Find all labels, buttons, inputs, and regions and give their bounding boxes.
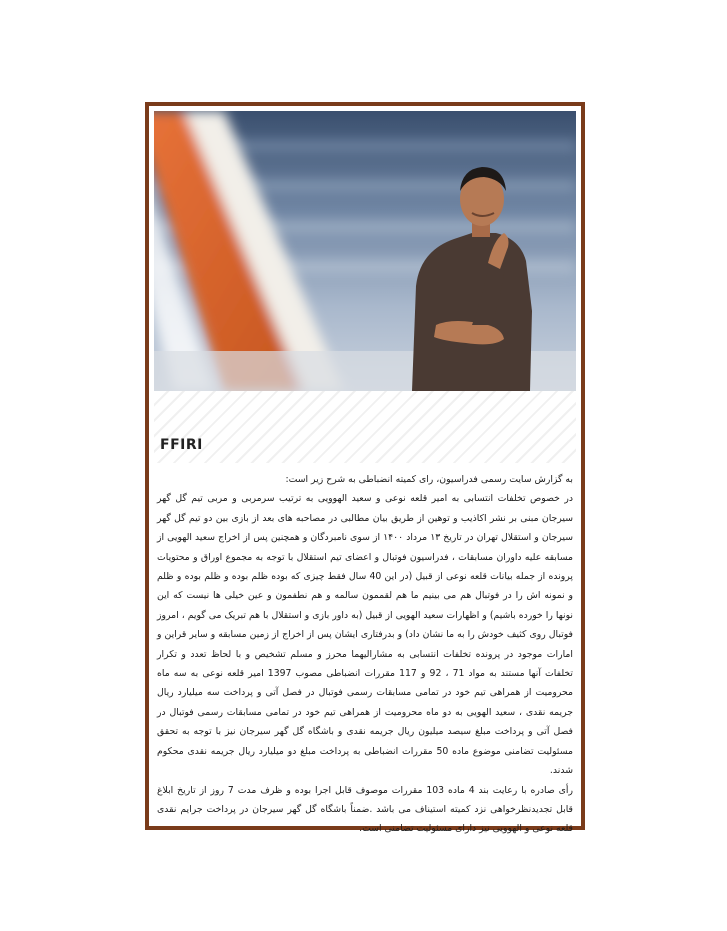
photo-illustration [154, 111, 576, 391]
article-body [157, 470, 573, 839]
article-paragraph-main: در خصوص تخلفات انتسابی به امیر قلعه نوعی و سعید الهوویی به ترتیب سرمربی و مربی تیم گل گهر سیرجان مبنی بر نشر اکاذیب و توهین از طریق بیان مطالبی در مصاحبه های بعد از بازی بین دو تیم گل گهر سیرجان و استقلال تهران در تاریخ ۱۳ مرداد ۱۴۰۰ از سوی نامبردگان و همچنین پس از اخراج سعید الهویی از مسابقه علیه داوران مسابقات ، فدراسیون فوتبال و اعضای تیم استقلال با توجه به مجموع اوراق و محتویات پرونده از جمله بیانات قلعه نوعی از قبیل (در این 40 سال فقط چیزی که بوده ظلم بوده و ظلم بوده و ظلم و نمونه اش را در فوتبال هم می بینیم ما هم لقممون سالمه و هم نطفمون و عین خیلی ها نیست که این نونها را خورده باشیم) و اظهارات سعید الهویی از قبیل (به داور بازی و استقلال با هم تبریک می گویم ، امروز فوتبال روی کثیف خودش را به ما نشان داد) و بدرفتاری ایشان پس از اخراج از زمین مسابقه و سایر قراین و امارات موجود در پرونده تخلفات انتسابی به مشارالیهما محرز و مسلم تشخیص و با لحاظ تعدد و تکرار تخلفات آنها مستند به مواد 71 ، 92 و 117 مقررات انضباطی مصوب 1397 امیر قلعه نوعی به سه ماه محرومیت از همراهی تیم خود در تمامی مسابقات رسمی فوتبال در فصل آتی و پرداخت سه میلیارد ریال جریمه نقدی ، سعید الهویی به دو ماه محرومیت از همراهی تیم خود در تمامی مسابقات رسمی فوتبال در فصل آتی و پرداخت مبلغ سیصد میلیون ریال جریمه نقدی و باشگاه گل گهر سیرجان نیز با توجه به تحقق مسئولیت تضامنی موضوع ماده 50 مقررات انضباطی به پرداخت مبلغ دو میلیارد ریال جریمه نقدی محکوم شدند. [157, 493, 574, 777]
article-paragraph-closing: رأی صادره با رعایت بند 4 ماده 103 مقررات موصوف قابل اجرا بوده و ظرف مدت 7 روز از تاریخ ابلاغ قابل تجدیدنظرخواهی نزد کمیته استیناف می باشد .ضمناً باشگاه گل گهر سیرجان در پرداخت جرایم نقدی قلعه نوعی و الهوویی نیز دارای مسئولیت تضامنی است. [157, 784, 574, 835]
article-frame [145, 102, 585, 835]
source-logo: FFIRI [160, 437, 203, 453]
logo-band [154, 391, 576, 463]
article-intro: به گزارش سایت رسمی فدراسیون، رای کمیته انضباطی به شرح زیر است: [285, 474, 573, 485]
coach-photo [154, 111, 576, 391]
